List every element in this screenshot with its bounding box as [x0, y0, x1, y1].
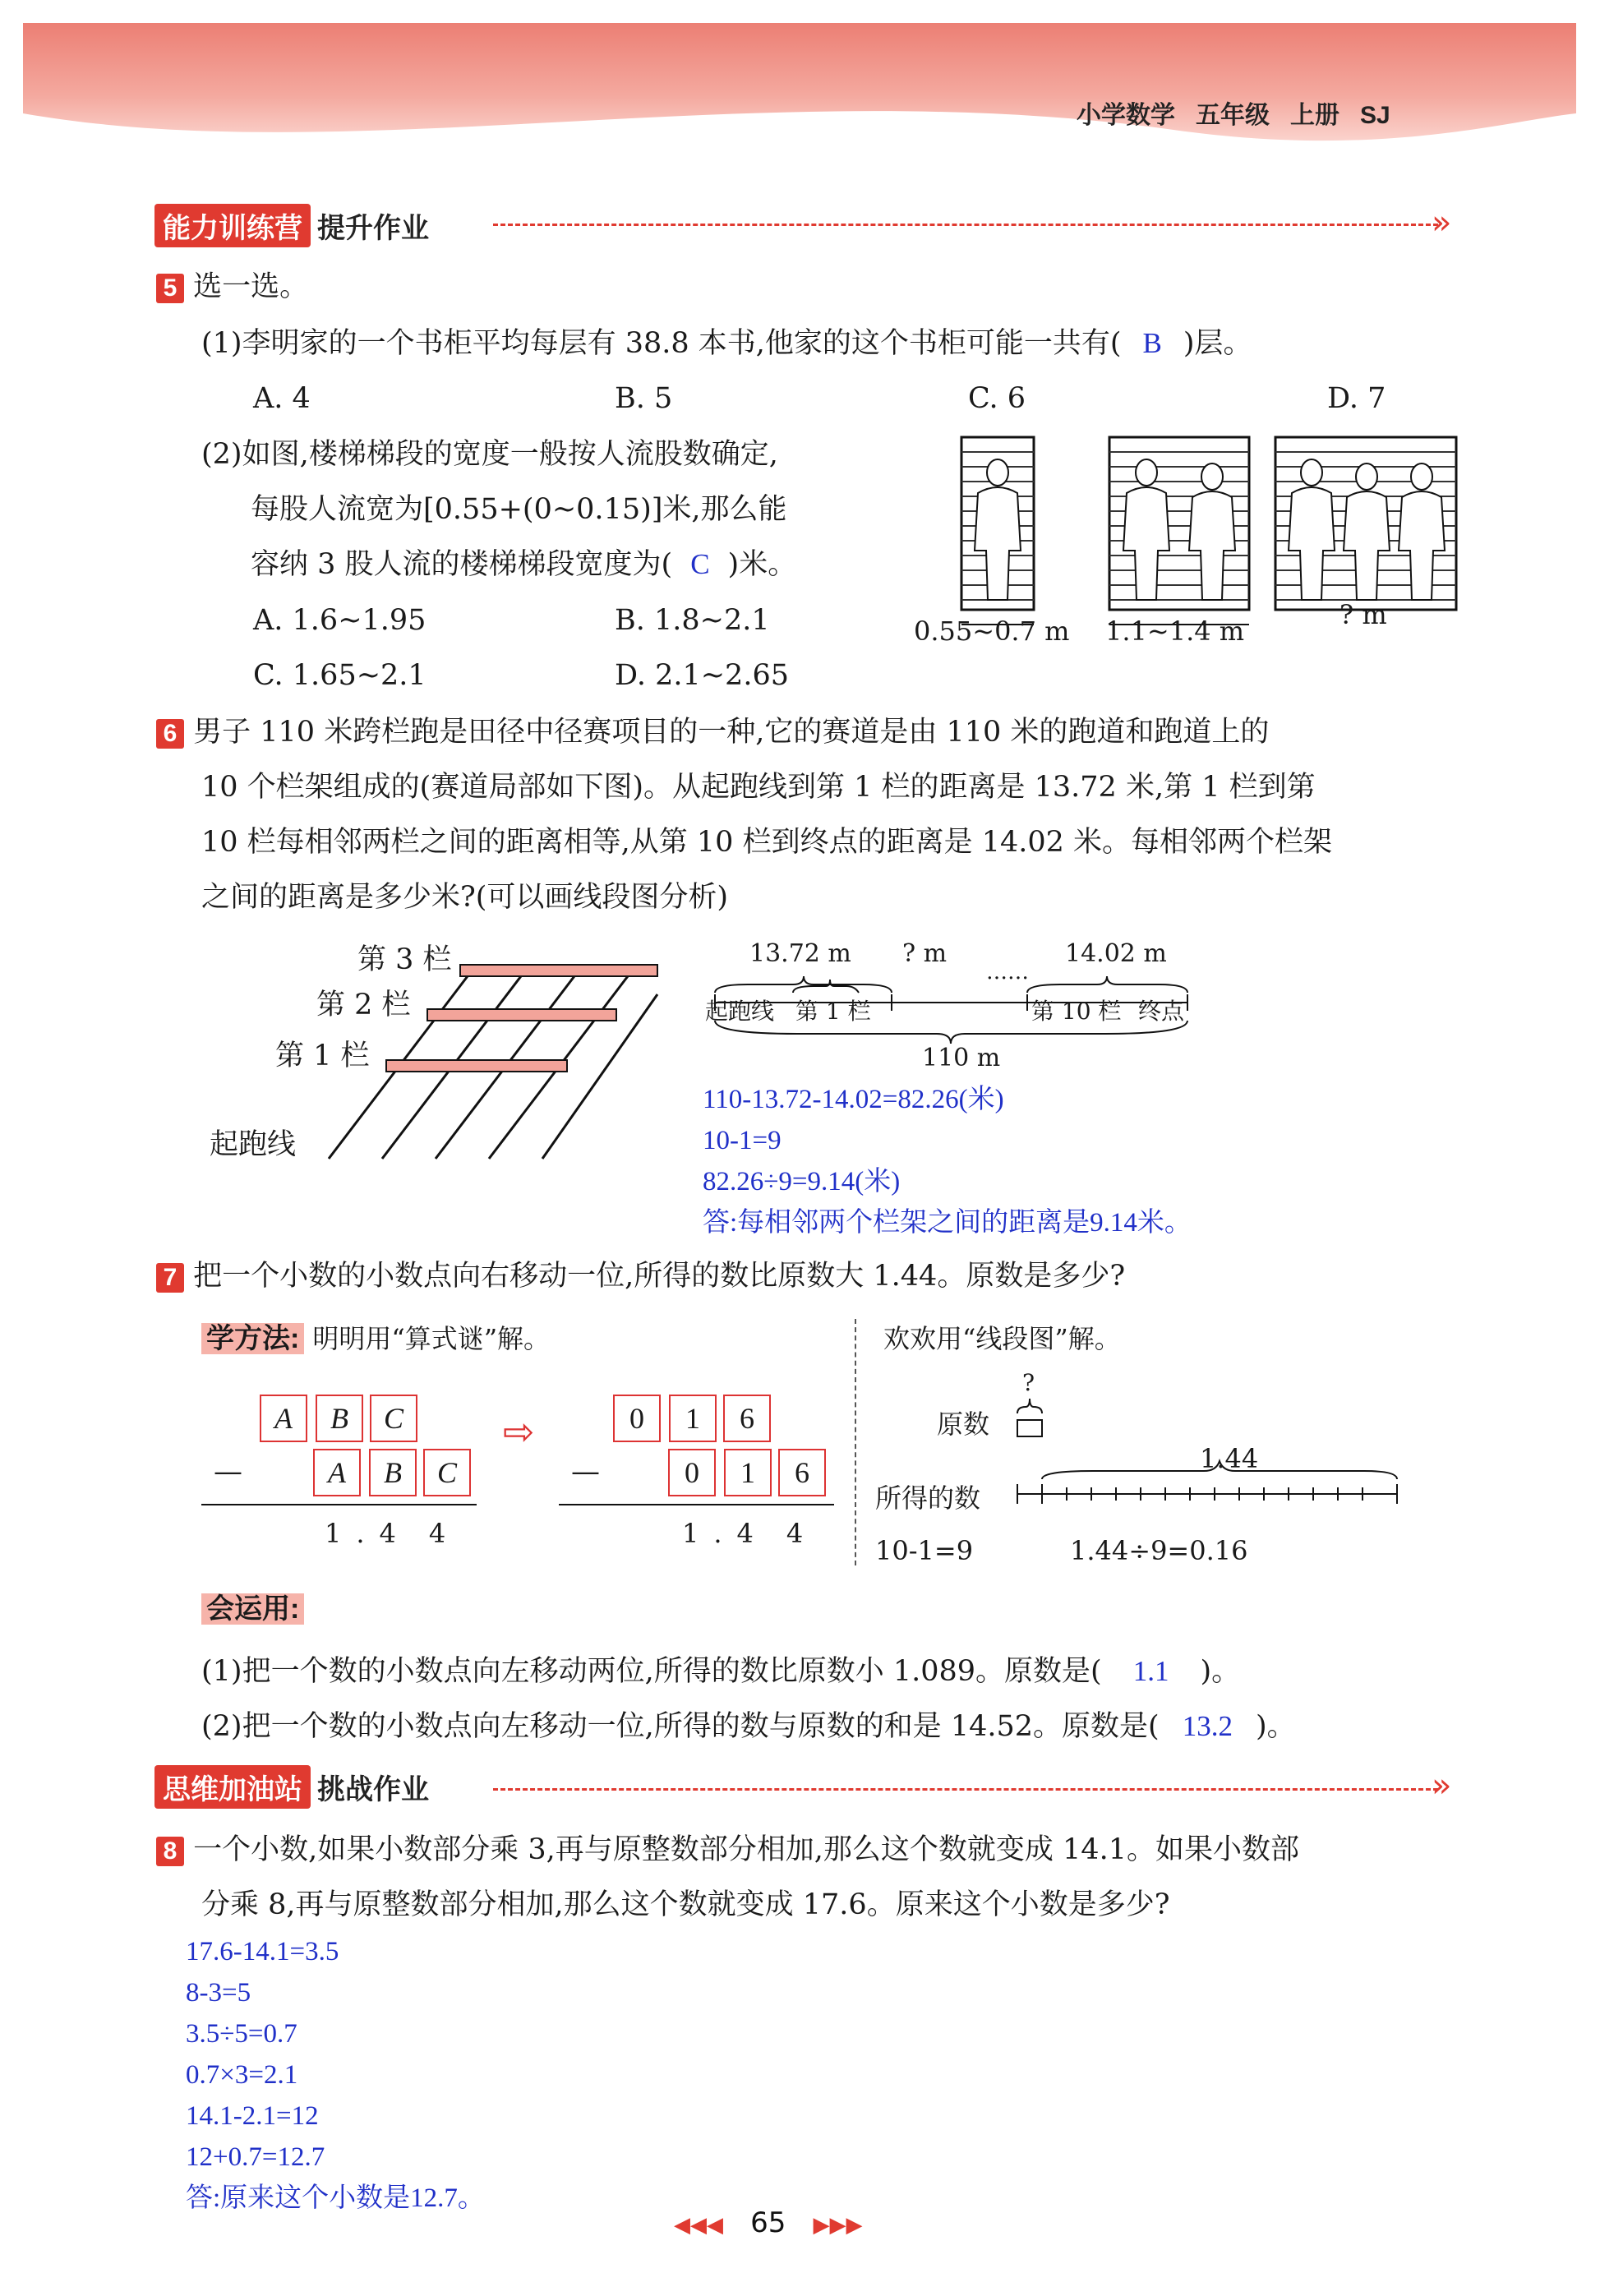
q6-number: 6 — [156, 719, 184, 749]
q5-p1-answer: B — [1142, 327, 1162, 359]
q8-line2: 分乘 8,再与原整数部分相加,那么这个数就变成 17.6。原来这个小数是多少? — [201, 1888, 1170, 1921]
q5-p2-option-c: C. 1.65~2.1 — [253, 659, 427, 692]
q7-number: 7 — [156, 1263, 184, 1293]
segment-label-3: 14.02 m — [1065, 939, 1167, 968]
prev-arrows-icon: ◀◀◀ — [674, 2213, 723, 2238]
q5-p1-option-a: A. 4 — [253, 382, 311, 415]
q8-solution-1: 17.6-14.1=3.5 — [186, 1937, 339, 1966]
q5-p2-line3: 容纳 3 股人流的楼梯梯段宽度为( C )米。 — [251, 548, 797, 581]
q8-number: 8 — [156, 1837, 184, 1866]
q5-p2-line2: 每股人流宽为[0.55+(0~0.15)]米,那么能 — [251, 493, 787, 526]
q6-solution-2: 10-1=9 — [703, 1126, 782, 1155]
q7-calc-1: 10-1=9 — [875, 1535, 974, 1566]
arrow-right-icon: ⇨ — [503, 1409, 535, 1454]
q5-p2-option-a: A. 1.6~1.95 — [253, 604, 427, 637]
q5-p1-option-c: C. 6 — [968, 382, 1026, 415]
q8-solution-6: 12+0.7=12.7 — [186, 2142, 325, 2172]
q7-divider — [855, 1319, 856, 1565]
q5-p1-option-d: D. 7 — [1327, 382, 1386, 415]
section-subtitle: 提升作业 — [317, 213, 429, 244]
section2-title: 思维加油站 — [154, 1765, 311, 1809]
q8-solution-7: 答:原来这个小数是12.7。 — [186, 2183, 485, 2213]
q7-seg-orig: 原数 — [937, 1408, 990, 1440]
stair-1-person — [961, 437, 1034, 625]
q6-line4: 之间的距离是多少米?(可以画线段图分析) — [201, 881, 729, 914]
q6-solution-3: 82.26÷9=9.14(米) — [703, 1167, 901, 1196]
puzzle-right-minus: — — [571, 1455, 600, 1488]
q5-p1-option-b: B. 5 — [615, 382, 673, 415]
q8-line1: 8 一个小数,如果小数部分乘 3,再与原整数部分相加,那么这个数就变成 14.1。如果小数部 — [156, 1831, 1299, 1869]
q6-line1: 6 男子 110 米跨栏跑是田径中径赛项目的一种,它的赛道是由 110 米的跑道和跑道上的 — [156, 713, 1269, 751]
track-label-start: 起跑线 — [210, 1128, 297, 1161]
segment-total: 110 m — [922, 1044, 1001, 1072]
stair-label-3: ? m — [1339, 599, 1387, 630]
q5-p2-line1: (2)如图,楼梯梯段的宽度一般按人流股数确定, — [201, 438, 778, 471]
q5-number: 5 — [156, 274, 184, 303]
section2-subtitle: 挑战作业 — [317, 1774, 429, 1805]
q7-apply-2-answer: 13.2 — [1182, 1710, 1233, 1742]
segment-hurdle-1: 第 1 栏 — [795, 998, 871, 1025]
q5-p2-option-d: D. 2.1~2.65 — [615, 659, 789, 692]
stair-2-person — [1109, 437, 1249, 625]
q6-line3: 10 栏每相邻两栏之间的距离相等,从第 10 栏到终点的距离是 14.02 米。每相邻两个栏架 — [201, 826, 1333, 859]
stair-label-1: 0.55~0.7 m — [914, 615, 1070, 647]
q7-apply-2: (2)把一个数的小数点向左移动一位,所得的数与原数的和是 14.52。原数是( 13.2 )。 — [201, 1710, 1296, 1743]
q7-learn-label: 学方法: — [201, 1323, 304, 1354]
section-challenge — [154, 1765, 429, 1809]
q6-solution-1: 110-13.72-14.02=82.26(米) — [703, 1085, 1004, 1114]
puzzle-left-result: 1 . 4 4 — [325, 1518, 446, 1549]
q6-solution-4: 答:每相邻两个栏架之间的距离是9.14米。 — [703, 1208, 1192, 1238]
q6-line2: 10 个栏架组成的(赛道局部如下图)。从起跑线到第 1 栏的距离是 13.72 米,第 1 栏到第 — [201, 771, 1316, 804]
q7-learn: 学方法: 明明用“算式谜”解。 — [201, 1320, 550, 1358]
q7-right-text: 欢欢用“线段图”解。 — [883, 1323, 1121, 1354]
q7-apply-label: 会运用: — [201, 1590, 304, 1628]
segment-label-1: 13.72 m — [749, 939, 851, 968]
q5-title-text: 选一选。 — [193, 270, 309, 303]
q5-title — [156, 268, 308, 306]
segment-label-q: ? m — [902, 939, 948, 968]
stair-label-2: 1.1~1.4 m — [1105, 615, 1245, 647]
q8-solution-3: 3.5÷5=0.7 — [186, 2019, 297, 2049]
puzzle-left-line — [201, 1504, 477, 1505]
header-info — [1077, 95, 1390, 131]
segment-start: 起跑线 — [705, 998, 775, 1025]
section-training — [154, 204, 429, 247]
q7-text: 7 把一个小数的小数点向右移动一位,所得的数比原数大 1.44。原数是多少? — [156, 1257, 1125, 1295]
section-divider — [493, 224, 1438, 226]
segment-end: 终点 — [1138, 998, 1185, 1025]
header-volume: 上册 — [1290, 102, 1340, 129]
puzzle-right-top: 0 1 6 — [613, 1395, 771, 1442]
q8-solution-2: 8-3=5 — [186, 1978, 251, 2008]
q5-p2-option-b: B. 1.8~2.1 — [615, 604, 770, 637]
section-title: 能力训练营 — [154, 204, 311, 247]
puzzle-left-bottom: A B C — [313, 1449, 471, 1496]
puzzle-left-top: A B C — [260, 1395, 417, 1442]
puzzle-right-bottom: 0 1 6 — [668, 1449, 826, 1496]
segment-dots: …… — [986, 960, 1029, 984]
header-subject: 小学数学 — [1077, 102, 1175, 129]
chevron-right-icon-2: » — [1432, 1767, 1452, 1805]
q7-seg-value: 1.44 — [1200, 1443, 1259, 1474]
header-edition: SJ — [1360, 102, 1390, 129]
track-label-3: 第 3 栏 — [357, 943, 452, 976]
puzzle-right-line — [559, 1504, 834, 1505]
segment-hurdle-10: 第 10 栏 — [1031, 998, 1122, 1025]
track-label-1: 第 1 栏 — [275, 1040, 370, 1072]
q8-solution-4: 0.7×3=2.1 — [186, 2060, 298, 2090]
q7-apply-1: (1)把一个数的小数点向左移动两位,所得的数比原数小 1.089。原数是( 1.1 )。 — [201, 1655, 1241, 1688]
q7-apply-1-answer: 1.1 — [1132, 1655, 1169, 1687]
puzzle-right-result: 1 . 4 4 — [682, 1518, 804, 1549]
q5-p1-stem: (1)李明家的一个书柜平均每层有 38.8 本书,他家的这个书柜可能一共有( B )层。 — [201, 327, 1252, 360]
q8-solution-5: 14.1-2.1=12 — [186, 2101, 319, 2131]
page-footer — [674, 2206, 862, 2239]
chevron-right-icon: » — [1432, 204, 1452, 242]
track-label-2: 第 2 栏 — [316, 989, 411, 1021]
stair-3-person — [1275, 437, 1456, 610]
q7-calc-2: 1.44÷9=0.16 — [1070, 1535, 1248, 1566]
next-arrows-icon: ▶▶▶ — [813, 2213, 863, 2238]
puzzle-left-minus: — — [214, 1455, 242, 1488]
page-number: 65 — [750, 2206, 786, 2239]
q7-seg-question: ? — [1022, 1369, 1035, 1396]
header-grade: 五年级 — [1196, 102, 1270, 129]
section2-divider — [493, 1788, 1438, 1791]
q5-p2-answer: C — [690, 548, 710, 580]
q7-seg-result: 所得的数 — [875, 1482, 981, 1514]
